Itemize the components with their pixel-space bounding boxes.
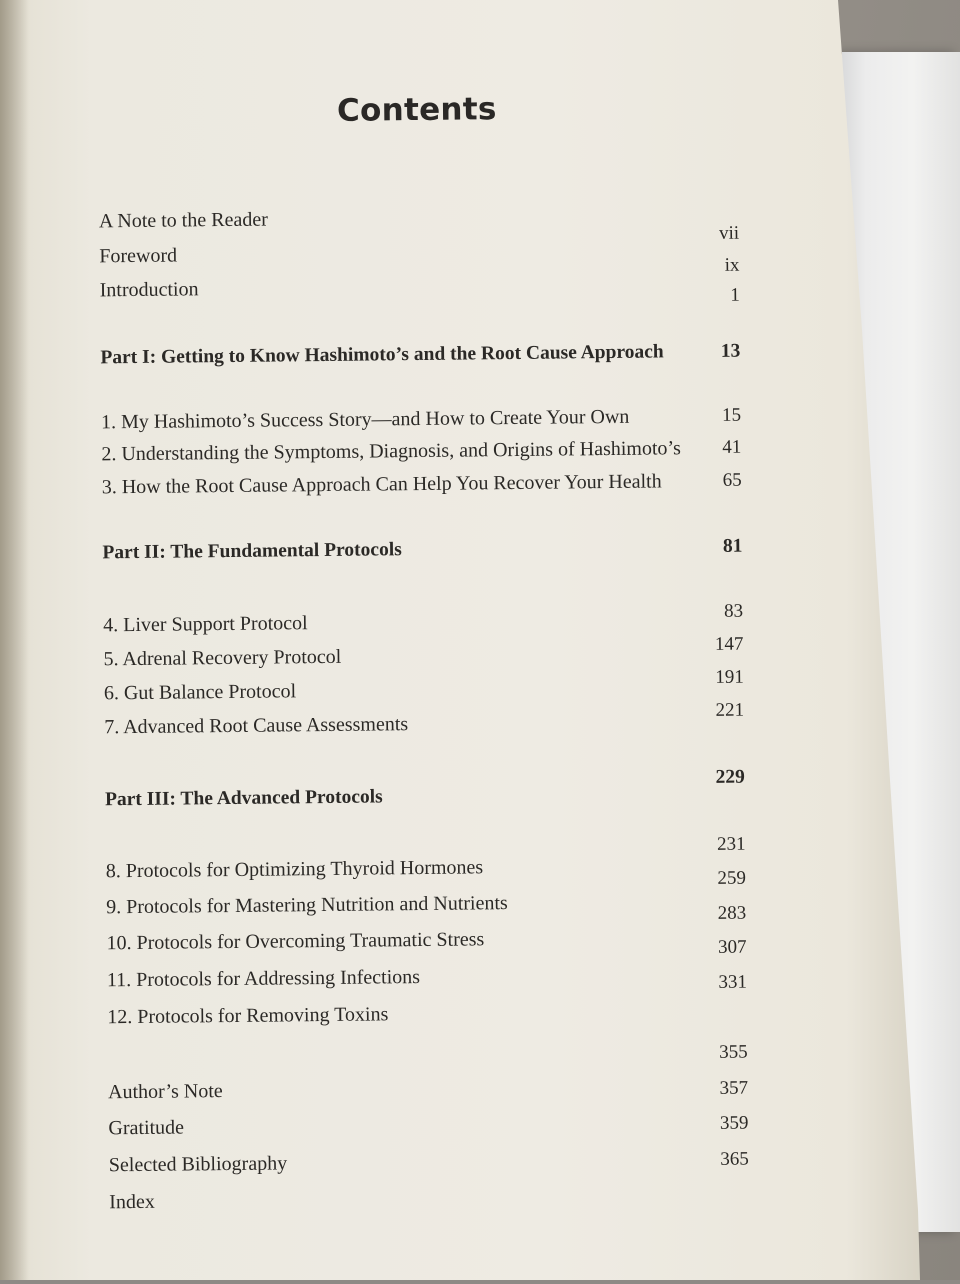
toc-entry-page: ix xyxy=(724,254,740,276)
toc-entry-label: 10. Protocols for Overcoming Traumatic Stress xyxy=(106,928,485,955)
toc-entry-page: 355 xyxy=(719,1041,748,1063)
toc-entry-page-row xyxy=(108,1112,768,1149)
toc-entry xyxy=(109,1184,769,1221)
toc-entry xyxy=(104,709,764,746)
toc-entry xyxy=(101,436,761,473)
toc-entry-label: 3. How the Root Cause Approach Can Help You Recover Your Health xyxy=(101,470,662,499)
toc-entry-label: Index xyxy=(109,1190,155,1214)
toc-entry-page: 41 xyxy=(722,436,742,458)
toc-entry-page: 1 xyxy=(730,284,740,306)
toc-entry-label: Gratitude xyxy=(108,1116,185,1140)
toc-entry-page: 359 xyxy=(719,1112,749,1134)
toc-part-page: 229 xyxy=(715,766,745,788)
toc-entry-page: 259 xyxy=(717,867,746,889)
toc-entry-page-row xyxy=(108,1077,768,1114)
toc-entry-page-row xyxy=(109,1148,769,1185)
toc-entry-page: 365 xyxy=(720,1148,749,1170)
toc-entry-page: 147 xyxy=(714,633,744,655)
toc-entry-page-row xyxy=(100,284,760,321)
toc-entry xyxy=(102,469,762,506)
toc-entry-label: 6. Gut Balance Protocol xyxy=(103,680,297,705)
page-title: Contents xyxy=(336,91,497,129)
toc-entry-label: 8. Protocols for Optimizing Thyroid Hormones xyxy=(105,856,484,883)
toc-entry xyxy=(101,404,761,441)
toc-entry-page: 15 xyxy=(721,404,742,426)
toc-entry-page: 283 xyxy=(717,902,747,924)
toc-entry-page-row xyxy=(108,1041,768,1078)
toc-entry-page: 191 xyxy=(715,666,744,688)
toc-entry-label: Selected Bibliography xyxy=(108,1152,288,1177)
toc-part-label: Part II: The Fundamental Protocols xyxy=(102,539,402,564)
toc-part-label: Part I: Getting to Know Hashimoto’s and the Root Cause Approach xyxy=(100,341,664,369)
toc-entry-label: 11. Protocols for Addressing Infections xyxy=(106,966,421,992)
toc-entry-label: 12. Protocols for Removing Toxins xyxy=(107,1003,389,1029)
toc-entry-page: 231 xyxy=(716,833,746,855)
toc-entry-page: 83 xyxy=(723,600,744,622)
toc-entry-label: A Note to the Reader xyxy=(98,208,268,233)
toc-entry-label: Introduction xyxy=(99,278,199,302)
toc-part-heading xyxy=(100,340,760,377)
toc-entry-page: 65 xyxy=(722,469,742,491)
toc-part-label: Part III: The Advanced Protocols xyxy=(104,786,383,811)
toc-entry-label: 5. Adrenal Recovery Protocol xyxy=(103,645,342,671)
toc-entry-page: 331 xyxy=(718,971,748,993)
toc-entry-label: 1. My Hashimoto’s Success Story—and How to Create Your Own xyxy=(100,405,630,434)
toc-entry-label: Author’s Note xyxy=(107,1080,223,1104)
toc-entry-page: vii xyxy=(718,222,740,244)
toc-entry-label: Foreword xyxy=(99,244,178,268)
toc-part-heading xyxy=(105,782,765,819)
toc-entry-label: 2. Understanding the Symptoms, Diagnosis, and Origins of Hashimoto’s xyxy=(101,437,681,466)
toc-part-heading xyxy=(102,535,762,572)
toc-entry-page: 221 xyxy=(715,699,745,721)
toc-part-page: 13 xyxy=(720,340,741,362)
toc-entry-label: 4. Liver Support Protocol xyxy=(103,612,308,637)
toc-entry xyxy=(107,999,767,1036)
toc-entry-label: 9. Protocols for Mastering Nutrition and Nutrients xyxy=(106,892,508,919)
toc-entry-page: 307 xyxy=(717,936,747,958)
toc-entry-page: 357 xyxy=(719,1077,749,1099)
toc-entry-label: 7. Advanced Root Cause Assessments xyxy=(104,713,409,739)
toc-part-page: 81 xyxy=(722,535,743,557)
